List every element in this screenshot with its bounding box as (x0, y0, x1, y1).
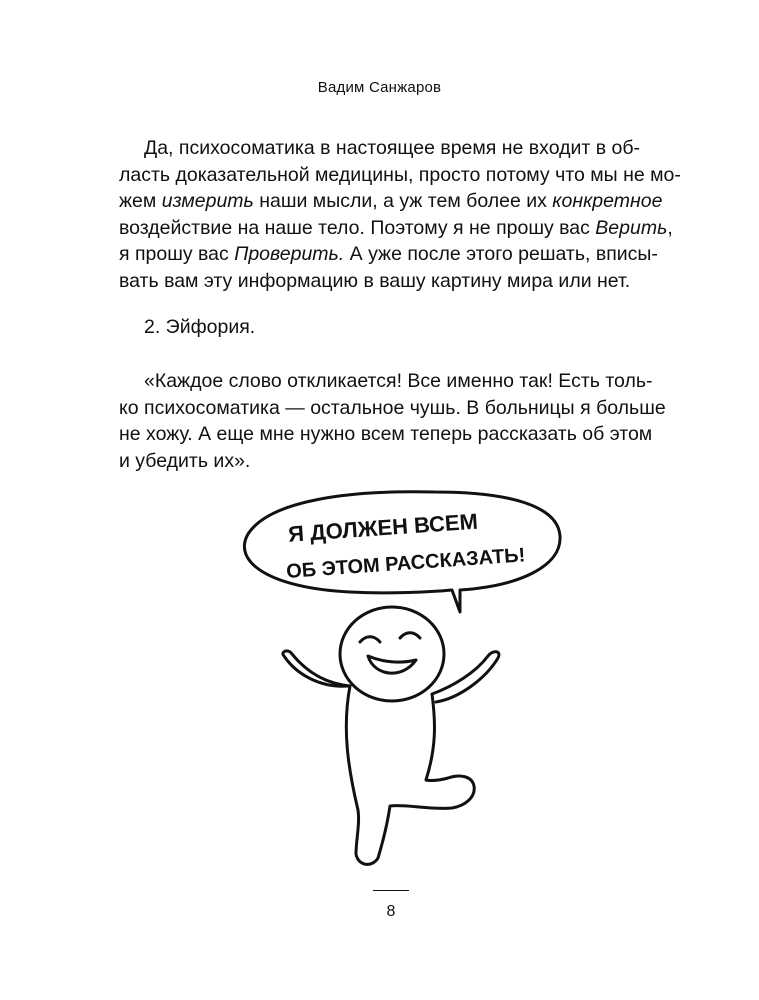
character-smile-eye-left (360, 637, 380, 642)
character-smile-eye-right (400, 633, 420, 638)
running-head-author: Вадим Санжаров (317, 79, 442, 96)
text-run: , (667, 216, 673, 239)
italic-text: Верить (595, 216, 668, 239)
text-run: я прошу вас (119, 243, 235, 265)
character-mouth (368, 656, 416, 673)
italic-text: Проверить. (234, 243, 345, 265)
character-body (283, 651, 499, 864)
text-line (119, 135, 639, 162)
text-run: Да, психосоматика в настоящее время не входит в об- (144, 137, 641, 159)
paragraph-euphoria-heading (119, 314, 639, 341)
text-line: «Каждое слово откликается! Все именно так! Есть толь- (144, 370, 653, 392)
speech-bubble-text-line-2: ОБ ЭТОМ РАССКАЗАТЬ! (285, 544, 526, 583)
text-line (119, 268, 639, 295)
text-run: А уже после этого решать, вписы- (344, 243, 658, 265)
text-run: ласть доказательной медицины, просто потому что мы не мо- (119, 163, 681, 186)
text-run: жем (119, 190, 162, 212)
text-line (119, 215, 673, 242)
text-line (119, 162, 681, 189)
text-line: 2. Эйфория. (144, 316, 256, 338)
text-line: не хожу. А еще мне нужно всем теперь рассказать об этом (119, 423, 653, 445)
text-line (119, 241, 658, 268)
text-run: наши мысли, а уж тем более их (253, 190, 553, 212)
text-line: ко психосоматика — остальное чушь. В больницы я больше (119, 396, 666, 419)
paragraph-quote (119, 368, 666, 474)
text-line (119, 188, 663, 215)
page-number: 8 (386, 903, 396, 920)
folio-divider (373, 890, 409, 891)
text-line: и убедить их». (119, 449, 251, 472)
text-run: вать вам эту информацию в вашу картину мира или нет. (119, 269, 631, 292)
happy-character-illustration (240, 488, 570, 878)
text-run: воздействие на наше тело. Поэтому я не прошу вас (119, 216, 596, 239)
character-head (340, 607, 444, 701)
paragraph-psychosomatics (119, 135, 681, 294)
speech-bubble-text-line-1: Я ДОЛЖЕН ВСЕМ (287, 508, 479, 547)
italic-text: конкретное (552, 190, 663, 212)
italic-text: измерить (161, 190, 254, 212)
